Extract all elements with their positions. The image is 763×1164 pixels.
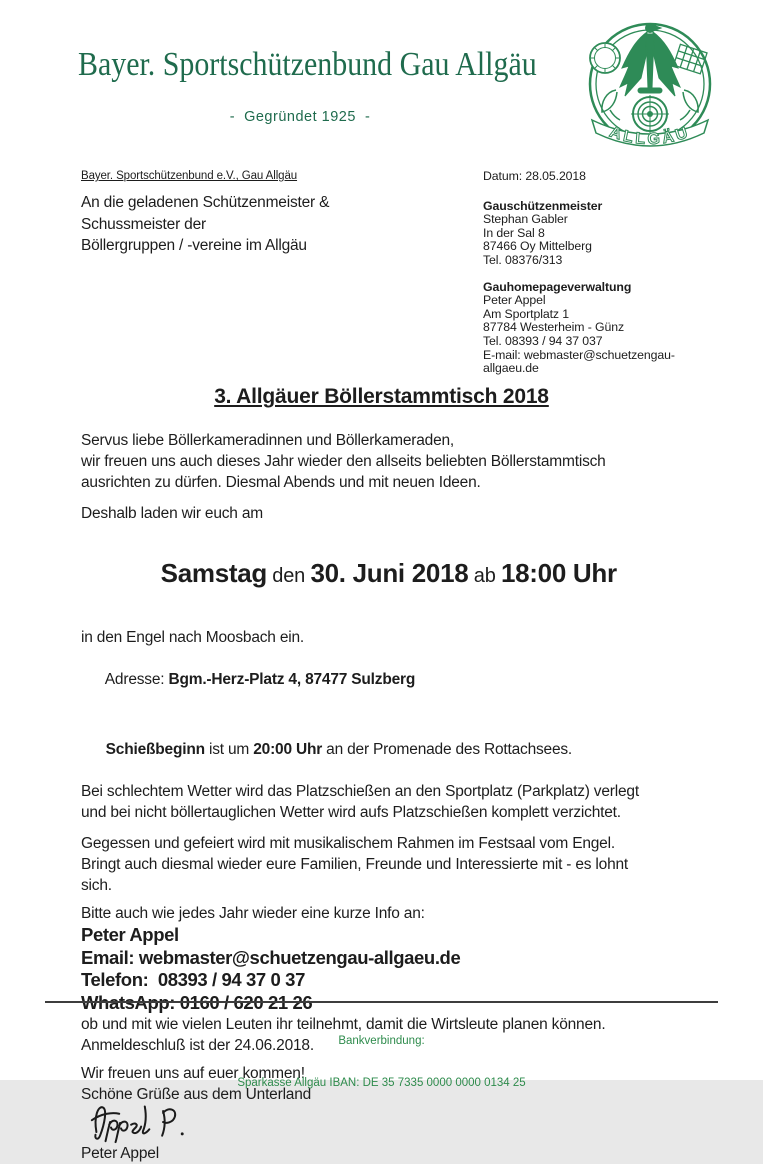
club-logo-graphic [586,12,714,164]
contact1-line: 87466 Oy Mittelberg [483,239,592,254]
body-line: Bei schlechtem Wetter wird das Platzschießen an den Sportplatz (Parkplatz) verlegt [81,783,639,800]
body-line: Anmeldeschluß ist der 24.06.2018. [81,1037,314,1054]
footer-divider [45,1001,718,1003]
closing-line: Wir freuen uns auf euer kommen! [81,1065,305,1082]
body-line: Schießbeginn ist um 20:00 Uhr an der Promenade des Rottachsees. [105,741,573,758]
contact2-line: Tel. 08393 / 94 37 037 [483,333,603,348]
closing-line: Schöne Grüße aus dem Unterland [81,1086,312,1103]
event-address-line: Adresse: Bgm.-Herz-Platz 4, 87477 Sulzberg [104,671,416,688]
footer-bank-info [0,1006,763,1118]
logo-banner-text: ALLGÄU [607,123,693,149]
contact1-line: In der Sal 8 [483,225,545,240]
body-line: Gegessen und gefeiert wird mit musikalischem Rahmen im Festsaal vom Engel. [81,835,615,852]
club-logo [586,12,714,169]
date-label: Datum: 28.05.2018 [483,169,586,183]
recipient-block [81,192,329,257]
event-day: Samstag [160,558,267,588]
body-line: Bitte auch wie jedes Jahr wieder eine kurze Info an: [81,905,425,922]
body-line: in den Engel nach Moosbach ein. [81,629,305,646]
body-line: Deshalb laden wir euch am [81,505,263,522]
event-date: 30. Juni 2018 [310,558,469,588]
contact1-title: Gauschützenmeister [483,198,603,213]
contact1-line: Tel. 08376/313 [483,252,563,267]
footer-line: Bankverbindung: [338,1035,425,1047]
contact1-line: Stephan Gabler [483,212,568,227]
body-line: sich. [81,877,112,894]
body-line: ob und mit wie vielen Leuten ihr teilnehmt, damit die Wirtsleute planen können. [81,1016,606,1033]
event-date-line: Samstag den 30. Juni 2018 ab 18:00 Uhr [160,558,617,588]
meta-column [483,170,733,376]
recipient-line: Böllergruppen / -vereine im Allgäu [81,237,307,254]
contact-phone: Telefon: 08393 / 94 37 0 37 [81,969,305,990]
contact-whatsapp: WhatsApp: 0160 / 620 21 26 [81,991,313,1013]
contact-name: Peter Appel [81,924,179,945]
shooting-time: 20:00 Uhr [253,741,323,758]
contact2-title: Gauhomepageverwaltung [483,279,632,294]
contact-email: Email: webmaster@schuetzengau-allgaeu.de [81,946,461,968]
contact2-email-line: E-mail: webmaster@schuetzengau- [483,347,675,362]
document-title: 3. Allgäuer Böllerstammtisch 2018 [214,385,549,408]
event-address: Bgm.-Herz-Platz 4, 87477 Sulzberg [168,671,416,688]
body-line: und bei nicht böllertauglichen Wetter wird aufs Platzschießen komplett verzichtet. [81,804,621,821]
contact2-email-line: allgaeu.de [483,361,539,376]
contact2-line: Peter Appel [483,293,546,308]
recipient-line: An die geladenen Schützenmeister & [81,194,330,211]
founded-subtitle: - Gegründet 1925 - [229,109,371,125]
contact2-line: Am Sportplatz 1 [483,306,569,321]
body-line: Bringt auch diesmal wieder eure Familien, Freunde und Interessierte mit - es lohnt [81,856,629,873]
footer-line: Sparkasse Allgäu IBAN: DE 35 7335 0000 0000 0134 25 [237,1077,526,1089]
org-title: Bayer. Sportschützenbund Gau Allgäu [78,46,537,83]
target-icon [631,95,669,133]
body-line: ausrichten zu dürfen. Diesmal Abends und mit neuen Ideen. [81,474,481,491]
recipient-line: Schussmeister der [81,215,206,233]
contact2-line: 87784 Westerheim - Günz [483,320,625,335]
body-line: Servus liebe Böllerkameradinnen und Böllerkameraden, [81,432,455,449]
body-line: wir freuen uns auch dieses Jahr wieder den allseits beliebten Böllerstammtisch [81,453,606,470]
signer-name: Peter Appel [81,1145,159,1162]
event-time: 18:00 Uhr [500,558,617,588]
sender-line: Bayer. Sportschützenbund e.V., Gau Allgäu [81,170,298,182]
